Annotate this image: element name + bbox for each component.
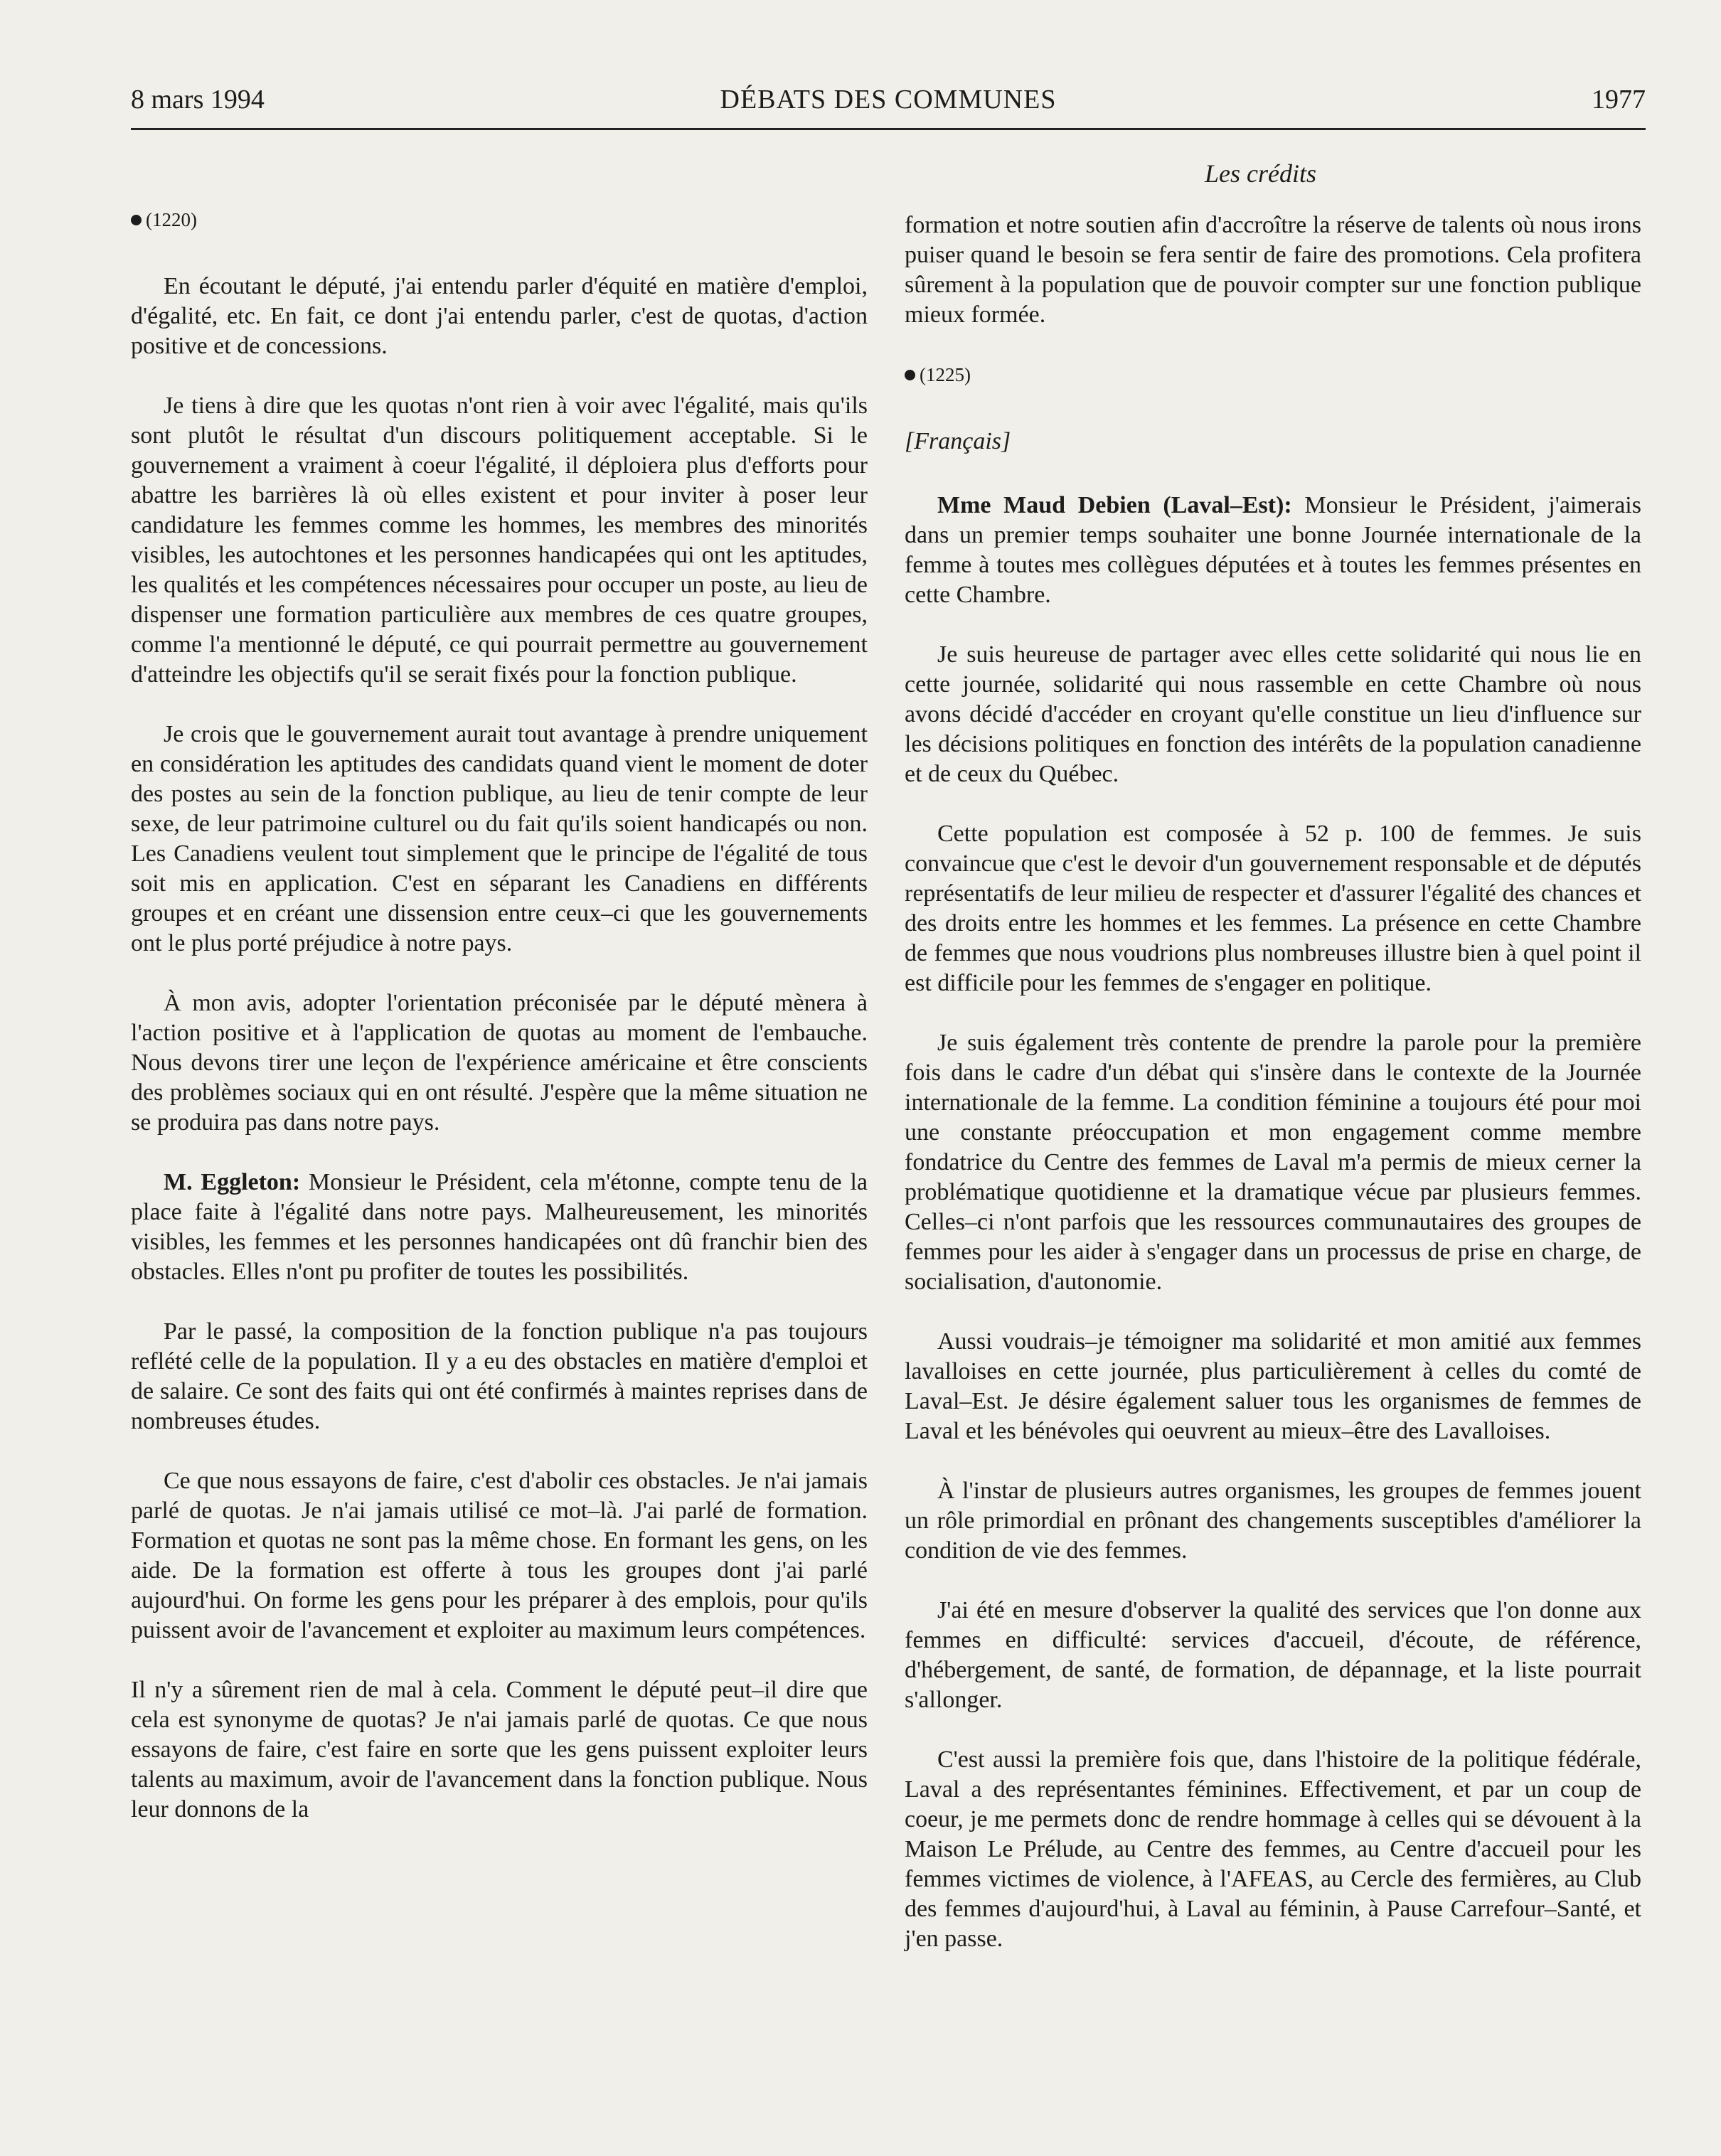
paragraph: Il n'y a sûrement rien de mal à cela. Comment le député peut–il dire que cela est synonyme de quotas? Je n'ai jamais parlé de quotas. Ce que nous essayons de faire, c'est faire en sorte que les gens puissent exploiter leurs talents au maximum, avoir de l'avancement dans la fonction publique. Nous leur donnons de la (131, 1677, 868, 1823)
header-rule (131, 128, 1646, 130)
right-column (905, 210, 1641, 1984)
paragraph: Je crois que le gouvernement aurait tout avantage à prendre uniquement en considération les aptitudes des candidats quand vient le moment de doter des postes au sein de la fonction publique, au lieu de tenir compte de leur sexe, de leur patrimoine culturel ou du fait qu'ils soient handicapés ou non. Les Canadiens veulent tout simplement que le principe de l'égalité de tous soit mis en application. C'est en séparant les Canadiens en différents groupes et en créant une dissension entre ceux–ci que les gouvernements ont le plus porté préjudice à notre pays. (131, 721, 868, 956)
header-date: 8 mars 1994 (131, 85, 265, 114)
paragraph: En écoutant le député, j'ai entendu parler d'équité en matière d'emploi, d'égalité, etc. En fait, ce dont j'ai entendu parler, c'est de quotas, d'action positive et de concessions. (131, 273, 868, 359)
publication-title: DÉBATS DES COMMUNES (720, 85, 1057, 114)
paragraph: J'ai été en mesure d'observer la qualité des services que l'on donne aux femmes en difficulté: services d'accueil, d'écoute, de référence, d'hébergement, de santé, de formation, de dépannage, et la liste pourrait s'allonger. (905, 1597, 1641, 1713)
bullet-icon (131, 215, 142, 225)
speech-text: Monsieur le Président, j'aimerais dans un premier temps souhaiter une bonne Journée internationale de la femme à toutes mes collègues députées et à toutes les femmes présentes en cette Chambre. (905, 492, 1641, 608)
section-title: Les crédits (1205, 159, 1316, 188)
paragraph: Je suis heureuse de partager avec elles cette solidarité qui nous lie en cette journée, solidarité qui nous rassemble en cette Chambre où nous avons décidé d'accéder en croyant qu'elle constitue un lieu d'influence sur les décisions politiques en fonction des intérêts de la population canadienne et de ceux du Québec. (905, 641, 1641, 787)
page-number: 1977 (1592, 85, 1646, 114)
paragraph: Ce que nous essayons de faire, c'est d'abolir ces obstacles. Je n'ai jamais parlé de quotas. Je n'ai jamais utilisé ce mot–là. J'ai parlé de formation. Formation et quotas ne sont pas la même chose. En formant les gens, on les aide. De la formation est offerte à tous les groupes dont j'ai parlé aujourd'hui. On forme les gens pour les préparer à des emplois, pour qu'ils puissent avoir de l'avancement et exploiter au maximum leurs compétences. (131, 1468, 868, 1643)
time-marker (905, 360, 1641, 390)
paragraph: C'est aussi la première fois que, dans l'histoire de la politique fédérale, Laval a des représentantes féminines. Effectivement, et par un coup de coeur, je me permets donc de rendre hommage à celles qui se dévouent à la Maison Le Prélude, au Centre des femmes, au Centre d'accueil pour les femmes victimes de violence, à l'AFEAS, au Cercle des fermières, au Club des femmes d'aujourd'hui, à Laval au féminin, à Pause Carrefour–Santé, et j'en passe. (905, 1746, 1641, 1952)
paragraph: Par le passé, la composition de la fonction publique n'a pas toujours reflété celle de la population. Il y a eu des obstacles en matière d'emploi et de salaire. Ce sont des faits qui ont été confirmés à maintes reprises dans de nombreuses études. (131, 1318, 868, 1434)
speech-paragraph (905, 491, 1641, 610)
language-tag: [Français] (905, 428, 1011, 454)
continued-paragraph: formation et notre soutien afin d'accroître la réserve de talents où nous irons puiser quand le besoin se fera sentir de faire des promotions. Cela profitera sûrement à la population que de pouvoir compter sur une fonction publique mieux formée. (905, 212, 1641, 328)
speaker-name: Mme Maud Debien (Laval–Est): (937, 492, 1292, 518)
paragraph: Aussi voudrais–je témoigner ma solidarité et mon amitié aux femmes lavalloises en cette journée, plus particulièrement à celles du comté de Laval–Est. Je désire également saluer tous les organismes de femmes de Laval et les bénévoles qui oeuvrent au mieux–être des Lavalloises. (905, 1328, 1641, 1444)
paragraph: À l'instar de plusieurs autres organismes, les groupes de femmes jouent un rôle primordial en prônant des changements susceptibles d'améliorer la condition de vie des femmes. (905, 1478, 1641, 1564)
time-marker-text: (1225) (920, 364, 971, 385)
left-column (131, 199, 868, 1855)
bullet-icon (905, 370, 915, 380)
speaker-name: M. Eggleton: (164, 1169, 301, 1195)
time-marker-text: (1220) (146, 209, 197, 230)
paragraph: À mon avis, adopter l'orientation préconisée par le député mènera à l'action positive et à l'application de quotas au moment de l'embauche. Nous devons tirer une leçon de l'expérience américaine et être conscients des problèmes sociaux qui en ont résulté. J'espère que la même situation ne se produira pas dans notre pays. (131, 990, 868, 1136)
time-marker (131, 205, 868, 235)
speech-text: Monsieur le Président, cela m'étonne, compte tenu de la place faite à l'égalité dans notre pays. Malheureusement, les minorités visibles, les femmes et les personnes handicapées ont dû franchir bien des obstacles. Elles n'ont pu profiter de toutes les possibilités. (131, 1169, 868, 1285)
paragraph: Cette population est composée à 52 p. 100 de femmes. Je suis convaincue que c'est le devoir d'un gouvernement responsable et de députés représentatifs de leur milieu de respecter et d'assurer l'égalité des chances et des droits entre les hommes et les femmes. La présence en cette Chambre de femmes que nous voudrions plus nombreuses illustre bien à quel point il est difficile pour les femmes de s'engager en politique. (905, 821, 1641, 996)
running-head (131, 75, 1646, 127)
paragraph: Je suis également très contente de prendre la parole pour la première fois dans le cadre d'un débat qui s'insère dans le contexte de la Journée internationale de la femme. La condition féminine a toujours été pour moi une constante préoccupation et mon engagement comme membre fondatrice du Centre des femmes de Laval m'a permis de mieux cerner la problématique quotidienne et la dramatique vécue par plusieurs femmes. Celles–ci n'ont parfois que les ressources communautaires des groupes de femmes pour les aider à s'engager dans un processus de prise en charge, de socialisation, d'autonomie. (905, 1030, 1641, 1295)
speech-paragraph (131, 1168, 868, 1287)
paragraph: Je tiens à dire que les quotas n'ont rien à voir avec l'égalité, mais qu'ils sont plutôt le résultat d'un discours politiquement acceptable. Si le gouvernement a vraiment à coeur l'égalité, il déploiera plus d'efforts pour abattre les barrières là où elles existent et pour inviter à poser leur candidature les femmes comme les hommes, les membres des minorités visibles, les autochtones et les personnes handicapées qui ont les aptitudes, les qualités et les compétences nécessaires pour occuper un poste, au lieu de dispenser une formation particulière aux membres de ces quatre groupes, comme l'a mentionné le député, ce qui pourrait permettre au gouvernement d'atteindre les objectifs qu'il se serait fixés pour la fonction publique. (131, 393, 868, 688)
